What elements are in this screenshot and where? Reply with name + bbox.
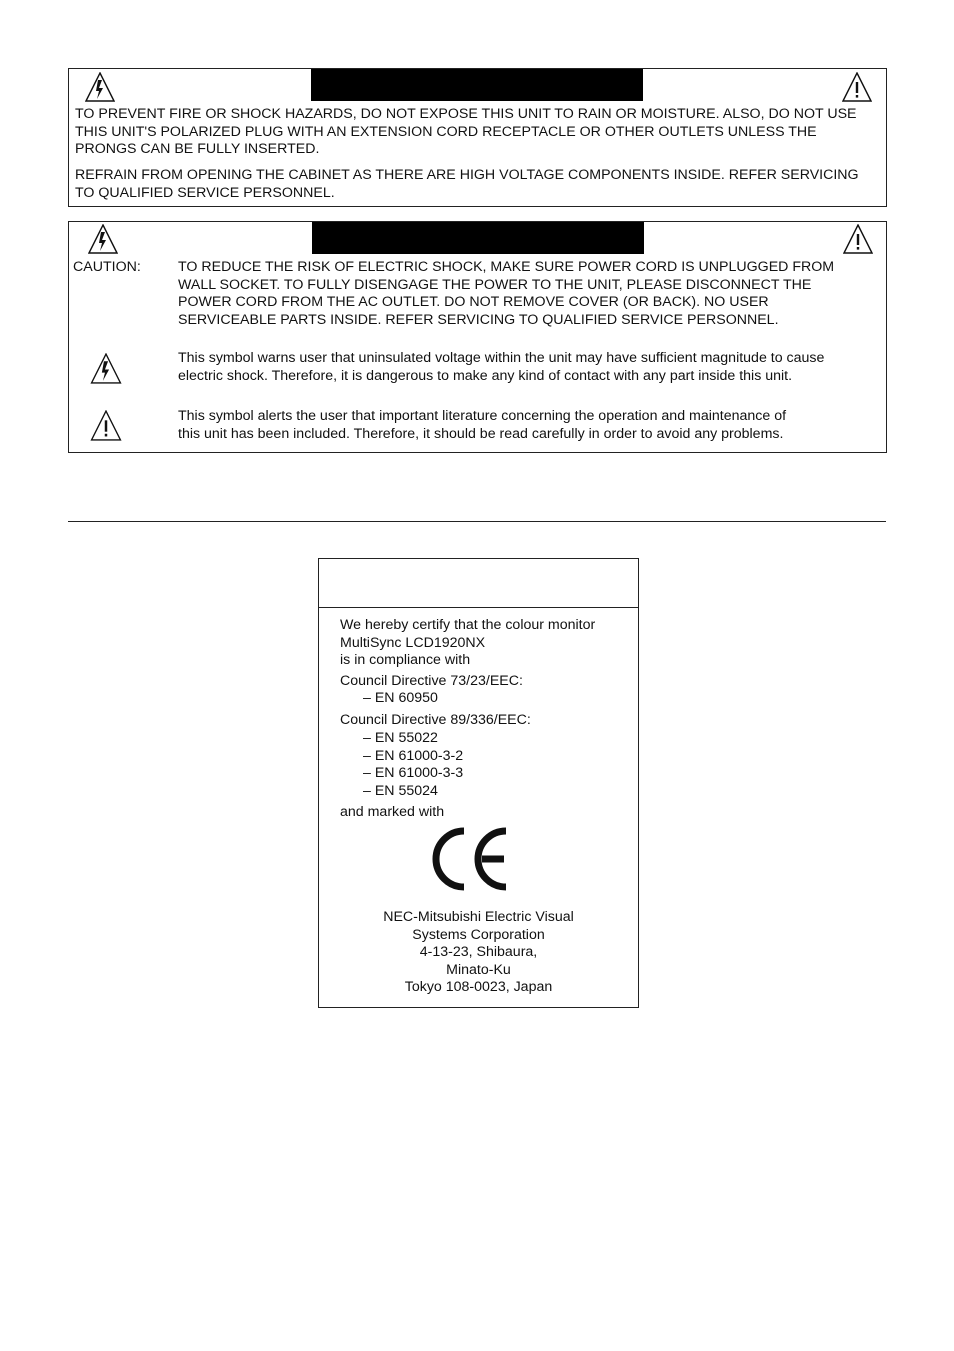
directive-1-standards: – EN 60950 (363, 690, 438, 706)
voltage-symbol-description: This symbol warns user that uninsulated voltage within the unit may have sufficient magnitude to cause electric shock. Therefore, it is dangerous to make any kind of contact with any part inside this unit. (178, 350, 825, 384)
caution-box (68, 221, 887, 453)
directive-2: Council Directive 89/336/EEC: (340, 712, 531, 728)
caution-label: CAUTION: (73, 259, 141, 275)
warning-title-bar (311, 69, 643, 101)
company-address: NEC-Mitsubishi Electric Visual Systems Corporation 4-13-23, Shibaura, Minato-Ku Tokyo 108-0023, Japan (383, 909, 574, 995)
section-divider (68, 521, 886, 522)
exclamation-warning-icon (843, 224, 873, 254)
warning-box (68, 68, 887, 207)
certify-statement: We hereby certify that the colour monitor MultiSync LCD1920NX is in compliance with (340, 617, 596, 668)
warning-paragraph-2: REFRAIN FROM OPENING THE CABINET AS THERE ARE HIGH VOLTAGE COMPONENTS INSIDE. REFER SERVICING TO QUALIFIED SERVICE PERSONNEL. (75, 167, 859, 201)
lightning-warning-icon (88, 224, 118, 254)
declaration-header (319, 559, 638, 608)
lightning-warning-icon (88, 353, 124, 384)
exclamation-warning-icon (88, 410, 124, 441)
exclamation-warning-icon (842, 72, 872, 102)
literature-symbol-description: This symbol alerts the user that important literature concerning the operation and maintenance of this unit has been included. Therefore, it should be read carefully in order to avoid any problems. (178, 408, 787, 442)
warning-paragraph-1: TO PREVENT FIRE OR SHOCK HAZARDS, DO NOT EXPOSE THIS UNIT TO RAIN OR MOISTURE. ALSO, DO NOT USE THIS UNIT'S POLARIZED PLUG WITH AN EXTENSION CORD RECEPTACLE OR OTHER OUTLETS UNLESS THE PRONGS CAN BE FULLY INSERTED. (75, 106, 857, 157)
caution-title-bar (312, 222, 644, 254)
ce-mark-icon (432, 827, 510, 891)
directive-2-standards: – EN 55022 – EN 61000-3-2 – EN 61000-3-3 – EN 55024 (363, 730, 464, 799)
declaration-box (318, 558, 639, 1008)
caution-text: TO REDUCE THE RISK OF ELECTRIC SHOCK, MAKE SURE POWER CORD IS UNPLUGGED FROM WALL SOCKET. TO FULLY DISENGAGE THE POWER TO THE UNIT, PLEASE DISCONNECT THE POWER CORD FROM THE AC OUTLET. DO NOT REMOVE COVER (OR BACK). NO USER SERVICEABLE PARTS INSIDE. REFER SERVICING TO QUALIFIED SERVICE PERSONNEL. (178, 259, 835, 328)
directive-1: Council Directive 73/23/EEC: (340, 673, 523, 689)
marked-with-label: and marked with (340, 804, 445, 820)
lightning-warning-icon (85, 72, 115, 102)
